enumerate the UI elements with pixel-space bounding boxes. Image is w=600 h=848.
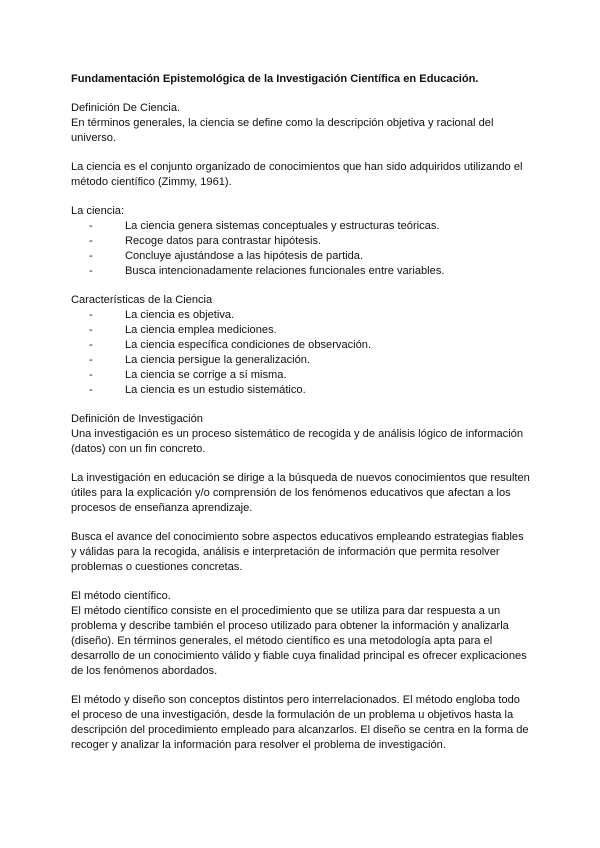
section-heading: El método científico. [71, 590, 171, 602]
list-item [89, 264, 530, 279]
section-heading: La ciencia: [71, 205, 125, 217]
bullet-list [71, 308, 530, 398]
dash-bullet: - [89, 309, 93, 321]
paragraph: La investigación en educación se dirige a la búsqueda de nuevos conocimientos que resulten útiles para la explicación y/o comprensión de los fenómenos educativos que afectan a los procesos de enseñanza aprendizaje. [71, 472, 530, 514]
dash-bullet: - [89, 220, 93, 232]
section-heading: Definición de Investigación [71, 413, 203, 425]
section-caracteristicas [71, 293, 530, 398]
list-item-text: Busca intencionadamente relaciones funcionales entre variables. [125, 265, 445, 277]
list-item [89, 308, 530, 323]
list-item-text: La ciencia genera sistemas conceptuales y estructuras teóricas. [125, 220, 440, 232]
dash-bullet: - [89, 324, 93, 336]
dash-bullet: - [89, 235, 93, 247]
section-heading: Definición De Ciencia. [71, 102, 181, 114]
list-item-text: Recoge datos para contrastar hipótesis. [125, 235, 322, 247]
bullet-list [71, 219, 530, 279]
paragraph: Una investigación es un proceso sistemático de recogida y de análisis lógico de información (datos) con un fin concreto. [71, 428, 524, 455]
paragraph: Busca el avance del conocimiento sobre aspectos educativos empleando estrategias fiables y válidas para la recogida, análisis e interpretación de información que permita resolver problemas o cuestiones concretas. [71, 531, 524, 573]
dash-bullet: - [89, 250, 93, 262]
paragraph: El método científico consiste en el procedimiento que se utiliza para dar respuesta a un problema y describe también el proceso utilizado para obtener la información y analizarla (diseño). En términos generales, el método científico es una metodología apta para el desarrollo de un conocimiento válido y fiable cuya finalidad principal es ofrecer explicaciones de los fenómenos abordados. [71, 605, 527, 677]
paragraph: En términos generales, la ciencia se define como la descripción objetiva y racional del universo. [71, 117, 494, 144]
section-metodo-cientifico [71, 589, 530, 679]
paragraph: El método y diseño son conceptos distintos pero interrelacionados. El método engloba todo el proceso de una investigación, desde la formulación de un problema u objetivos hasta la descripción del procedimiento empleado para alcanzarlos. El diseño se centra en la forma de recoger y analizar la información para resolver el problema de investigación. [71, 694, 529, 751]
list-item-text: La ciencia específica condiciones de observación. [125, 339, 372, 351]
list-item [89, 368, 530, 383]
dash-bullet: - [89, 354, 93, 366]
dash-bullet: - [89, 369, 93, 381]
list-item [89, 323, 530, 338]
section-la-ciencia [71, 204, 530, 279]
dash-bullet: - [89, 265, 93, 277]
list-item-text: Concluye ajustándose a las hipótesis de partida. [125, 250, 364, 262]
list-item [89, 383, 530, 398]
section-definicion-investigacion [71, 412, 530, 457]
list-item [89, 249, 530, 264]
list-item-text: La ciencia se corrige a sí misma. [125, 369, 287, 381]
list-item-text: La ciencia es objetiva. [125, 309, 235, 321]
dash-bullet: - [89, 384, 93, 396]
list-item-text: La ciencia persigue la generalización. [125, 354, 311, 366]
list-item [89, 234, 530, 249]
dash-bullet: - [89, 339, 93, 351]
list-item-text: La ciencia es un estudio sistemático. [125, 384, 306, 396]
section-heading: Características de la Ciencia [71, 294, 213, 306]
document-title: Fundamentación Epistemológica de la Investigación Científica en Educación. [71, 73, 479, 85]
list-item-text: La ciencia emplea mediciones. [125, 324, 277, 336]
list-item [89, 219, 530, 234]
paragraph: La ciencia es el conjunto organizado de conocimientos que han sido adquiridos utilizando el método científico (Zimmy, 1961). [71, 161, 523, 188]
section-definicion-ciencia [71, 101, 530, 146]
list-item [89, 353, 530, 368]
list-item [89, 338, 530, 353]
